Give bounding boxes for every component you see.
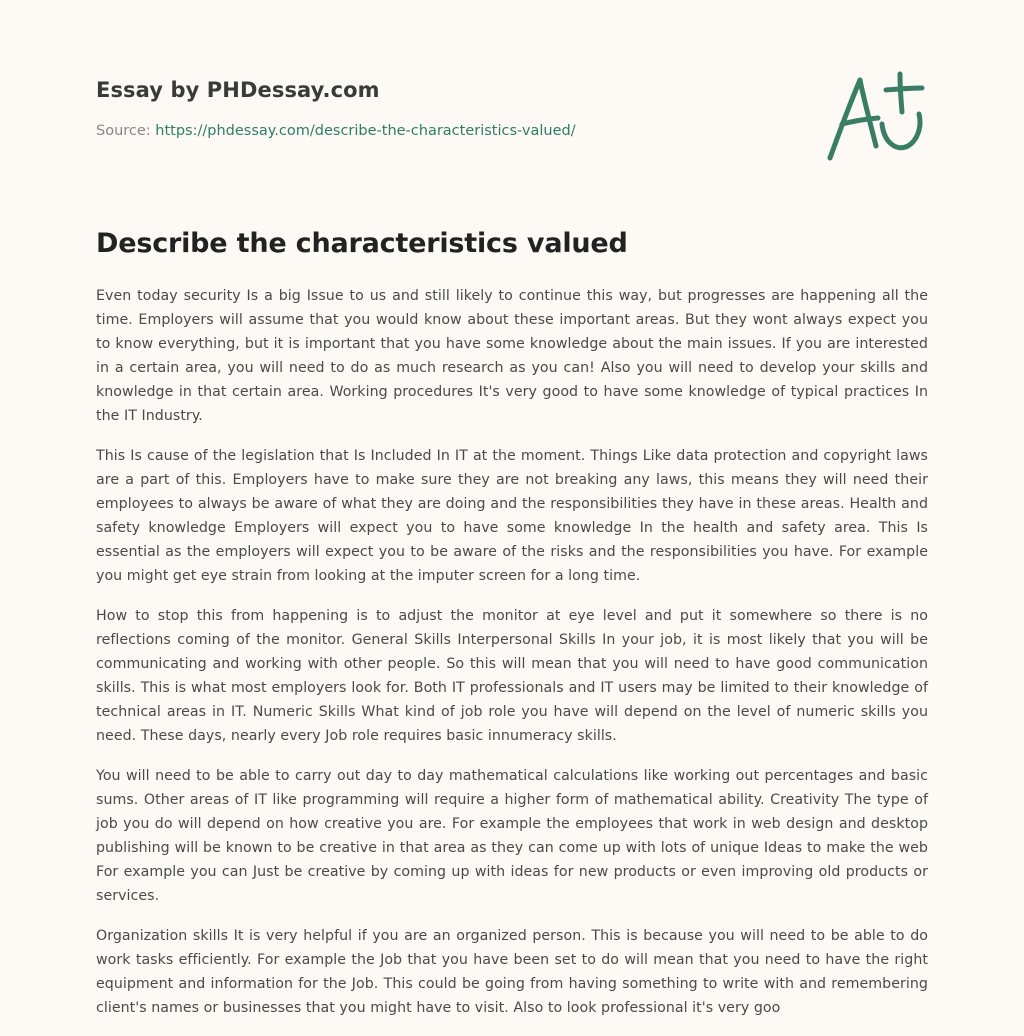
a-plus-grade-icon — [820, 66, 932, 166]
essay-paragraph: How to stop this from happening is to adjust the monitor at eye level and put it somewhere so there is no reflections coming of the monitor. General Skills Interpersonal Skills In your job, it is most likely that you will be communicating and working with other people. So this will mean that you will need to have good communication skills. This is what most employers look for. Both IT professionals and IT users may be limited to their knowledge of technical areas in IT. Numeric Skills What kind of job role you have will depend on the level of numeric skills you need. These days, nearly every Job role requires basic innumeracy skills. — [96, 608, 928, 744]
essay-paragraph: This Is cause of the legislation that Is Included In IT at the moment. Things Like data protection and copyright laws are a part of this. Employers have to make sure they are not breaking any laws, this means they will need their employees to always be aware of what they are doing and the responsibilities they have in these areas. Health and safety knowledge Employers will expect you to have some knowledge In the health and safety area. This Is essential as the employers will expect you to be aware of the risks and the responsibilities you have. For example you might get eye strain from looking at the imputer screen for a long time. — [96, 448, 928, 584]
source-link[interactable]: https://phdessay.com/describe-the-characteristics-valued/ — [155, 123, 576, 139]
essay-paragraph: You will need to be able to carry out day to day mathematical calculations like working out percentages and basic sums. Other areas of IT like programming will require a higher form of mathematical ability. Creativity The type of job you do will depend on how creative you are. For example the employees that work in web design and desktop publishing will be known to be creative in that area as they can come up with lots of unique Ideas to make the web For example you can Just be creative by coming up with ideas for new products or even improving old products or services. — [96, 768, 928, 904]
essay-paragraph: Even today security Is a big Issue to us and still likely to continue this way, but progresses are happening all the time. Employers will assume that you would know about these important areas. But they wont always expect you to know everything, but it is important that you have some knowledge about the main issues. If you are interested in a certain area, you will need to do as much research as you can! Also you will need to develop your skills and knowledge in that certain area. Working procedures It's very good to have some knowledge of typical practices In the IT Industry. — [96, 288, 928, 424]
source-label: Source: — [96, 123, 156, 139]
page-header — [96, 74, 796, 141]
essay-paragraph: Organization skills It is very helpful if you are an organized person. This is because you will need to be able to do work tasks efficiently. For example the Job that you have been set to do will mean that you need to have the right equipment and information for the Job. This could be going from having something to write with and remembering client's names or businesses that you might have to visit. Also to look professional it's very goo — [96, 928, 928, 1016]
site-title: Essay by PHDessay.com — [96, 78, 380, 102]
essay-title: Describe the characteristics valued — [96, 228, 628, 259]
essay-body — [96, 284, 928, 1036]
source-line — [96, 121, 796, 141]
